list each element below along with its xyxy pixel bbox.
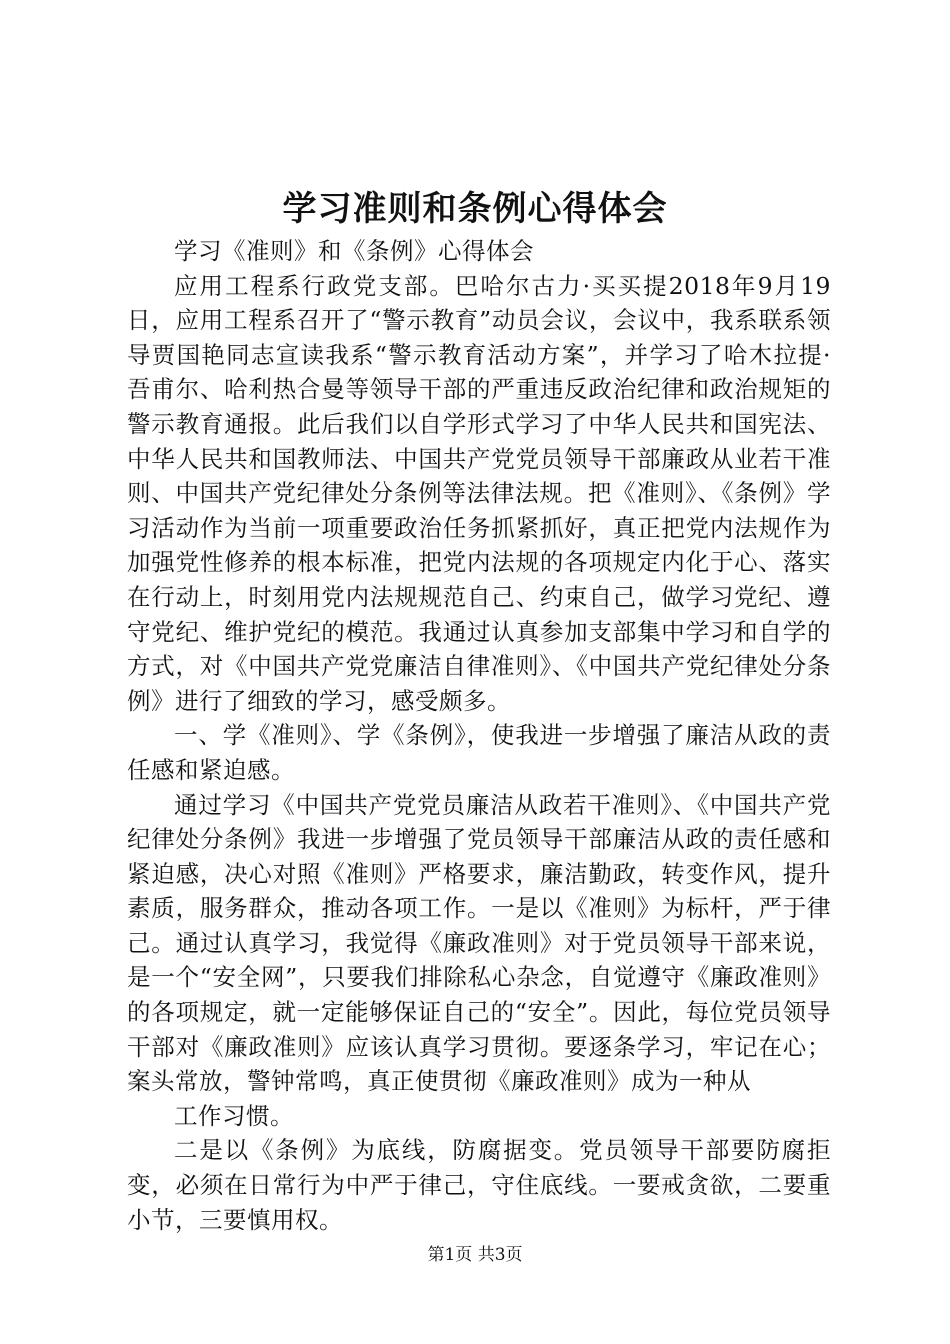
paragraph-intro: 应用工程系行政党支部。巴哈尔古力·买买提2018年9月19日，应用工程系召开了“警示教育”动员会议，会议中，我系联系领导贾国艳同志宣读我系“警示教育活动方案”，并学习了哈木拉提·吾甫尔、哈利热合曼等领导干部的严重违反政治纪律和政治规矩的警示教育通报。此后我们以自学形式学习了中华人民共和国宪法、中华人民共和国教师法、中国共产党党员领导干部廉政从业若干准则、中国共产党纪律处分条例等法律法规。把《准则》、《条例》学习活动作为当前一项重要政治任务抓紧抓好，真正把党内法规作为加强党性修养的根本标准，把党内法规的各项规定内化于心、落实在行动上，时刻用党内法规规范自己、约束自己，做学习党纪、遵守党纪、维护党纪的模范。我通过认真参加支部集中学习和自学的方式，对《中国共产党党廉洁自律准则》、《中国共产党纪律处分条例》进行了细致的学习，感受颇多。 <box>127 271 831 715</box>
paragraph-section-one-body: 通过学习《中国共产党党员廉洁从政若干准则》、《中国共产党纪律处分条例》我进一步增强了党员领导干部廉洁从政的责任感和紧迫感，决心对照《准则》严格要求，廉洁勤政，转变作风，提升素质，服务群众，推动各项工作。一是以《准则》为标杆，严于律己。通过认真学习，我觉得《廉政准则》对于党员领导干部来说，是一个“安全网”，只要我们排除私心杂念，自觉遵守《廉政准则》的各项规定，就一定能够保证自己的“安全”。因此，每位党员领导干部对《廉政准则》应该认真学习贯彻。要逐条学习，牢记在心；案头常放，警钟常鸣，真正使贯彻《廉政准则》成为一种从 <box>127 790 831 1096</box>
paragraph-section-one-heading: 一、学《准则》、学《条例》，使我进一步增强了廉洁从政的责任感和紧迫感。 <box>127 721 831 784</box>
paragraph-work-habit: 工作习惯。 <box>174 1101 294 1130</box>
page-number-footer: 第1页 共3页 <box>427 1245 523 1265</box>
document-body <box>127 234 831 1237</box>
paragraph-subtitle: 学习《准则》和《条例》心得体会 <box>174 237 534 265</box>
document-title: 学习准则和条例心得体会 <box>282 189 668 229</box>
paragraph-section-two: 二是以《条例》为底线，防腐据变。党员领导干部要防腐拒变，必须在日常行为中严于律己，守住底线。一要戒贪欲，二要重小节，三要慎用权。 <box>127 1136 831 1234</box>
